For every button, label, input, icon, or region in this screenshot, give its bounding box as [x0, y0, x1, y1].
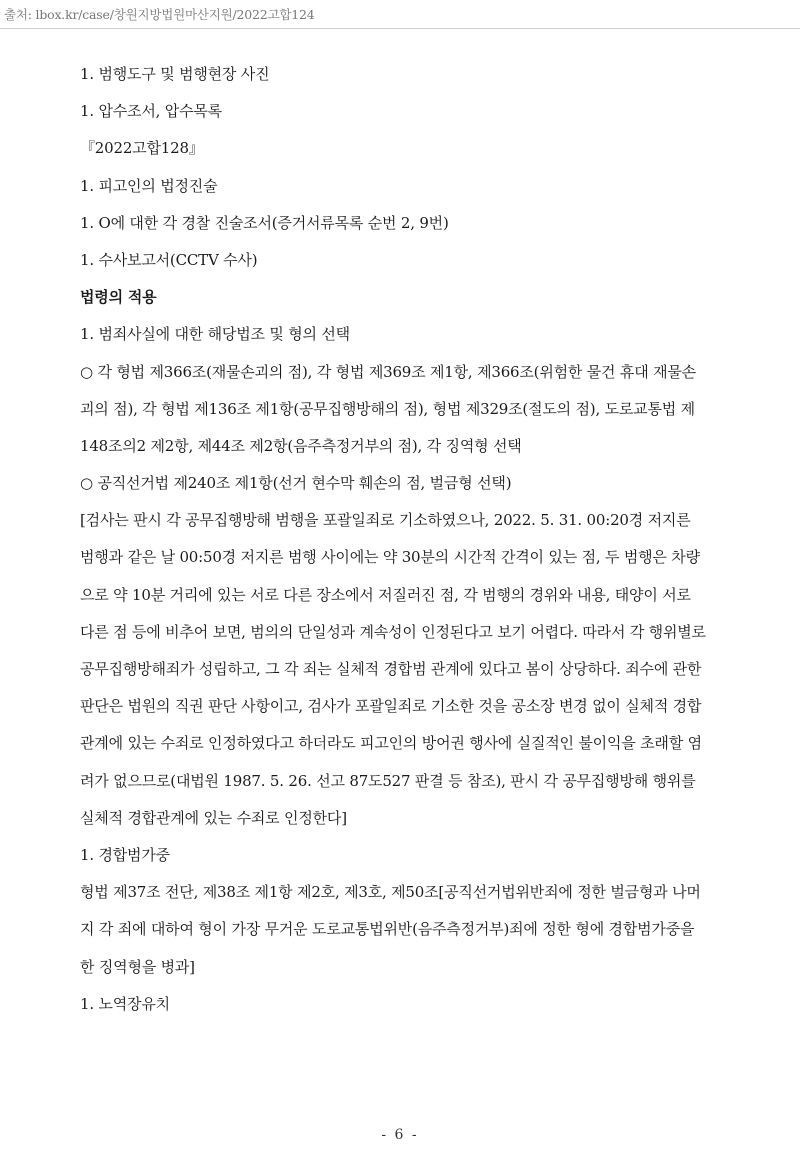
paragraph-line: 으로 약 10분 거리에 있는 서로 다른 장소에서 저질러진 점, 각 범행의 경위와 내용, 태양이 서로 — [80, 585, 691, 604]
document-body — [80, 64, 740, 1031]
section-heading: 법령의 적용 — [80, 288, 157, 307]
evidence-item: 1. O에 대한 각 경찰 진술조서(증거서류목록 순번 2, 9번) — [80, 213, 449, 232]
paragraph-line: 범행과 같은 날 00:50경 저지른 범행 사이에는 약 30분의 시간적 간격이 있는 점, 두 범행은 차량 — [80, 548, 700, 567]
paragraph-line: [검사는 판시 각 공무집행방해 범행을 포괄일죄로 기소하였으나, 2022. 5. 31. 00:20경 저지른 — [80, 511, 691, 530]
paragraph-line: 실체적 경합관계에 있는 수죄로 인정한다] — [80, 808, 347, 827]
paragraph-line: 지 각 죄에 대하여 형이 가장 무거운 도로교통법위반(음주측정거부)죄에 정한 형에 경합범가중을 — [80, 920, 695, 939]
paragraph-line: 려가 없으므로(대법원 1987. 5. 26. 선고 87도527 판결 등 참조), 판시 각 공무집행방해 행위를 — [80, 771, 696, 790]
paragraph-line: 형법 제37조 전단, 제38조 제1항 제2호, 제3호, 제50조[공직선거법위반죄에 정한 벌금형과 나머 — [80, 883, 701, 902]
evidence-item: 1. 범행도구 및 범행현장 사진 — [80, 65, 270, 83]
paragraph-line: 판단은 법원의 직권 판단 사항이고, 검사가 포괄일죄로 기소한 것을 공소장 변경 없이 실체적 경합 — [80, 697, 702, 716]
paragraph-line: 괴의 점), 각 형법 제136조 제1항(공무집행방해의 점), 형법 제329조(절도의 점), 도로교통법 제 — [80, 399, 695, 418]
page-number: - 6 - — [381, 1127, 419, 1143]
paragraph-line: 다른 점 등에 비추어 보면, 범의의 단일성과 계속성이 인정된다고 보기 어렵다. 따라서 각 행위별로 — [80, 622, 706, 641]
paragraph-line: 관계에 있는 수죄로 인정하였다고 하더라도 피고인의 방어권 행사에 실질적인 불이익을 초래할 염 — [80, 734, 702, 753]
source-bar — [0, 0, 800, 29]
source-label: 출처: lbox.kr/case/창원지방법원마산지원/2022고합124 — [4, 7, 315, 22]
paragraph-line: 한 징역형을 병과] — [80, 957, 195, 976]
paragraph-line: ○ 각 형법 제366조(재물손괴의 점), 각 형법 제369조 제1항, 제366조(위험한 물건 휴대 재물손 — [80, 362, 696, 381]
paragraph-line: 148조의2 제2항, 제44조 제2항(음주측정거부의 점), 각 징역형 선택 — [80, 436, 522, 455]
case-number-heading: 『2022고합128』 — [80, 139, 204, 158]
paragraph-line: 공무집행방해죄가 성립하고, 그 각 죄는 실체적 경합범 관계에 있다고 봄이 상당하다. 죄수에 관한 — [80, 660, 702, 678]
evidence-item: 1. 수사보고서(CCTV 수사) — [80, 250, 258, 269]
subsection-item: 1. 경합범가중 — [80, 845, 170, 864]
evidence-item: 1. 피고인의 법정진술 — [80, 176, 218, 195]
paragraph-line: ○ 공직선거법 제240조 제1항(선거 현수막 훼손의 점, 벌금형 선택) — [80, 474, 512, 493]
subsection-item: 1. 노역장유치 — [80, 994, 170, 1013]
evidence-item: 1. 압수조서, 압수목록 — [80, 102, 222, 121]
subsection-item: 1. 범죄사실에 대한 해당법조 및 형의 선택 — [80, 325, 350, 344]
